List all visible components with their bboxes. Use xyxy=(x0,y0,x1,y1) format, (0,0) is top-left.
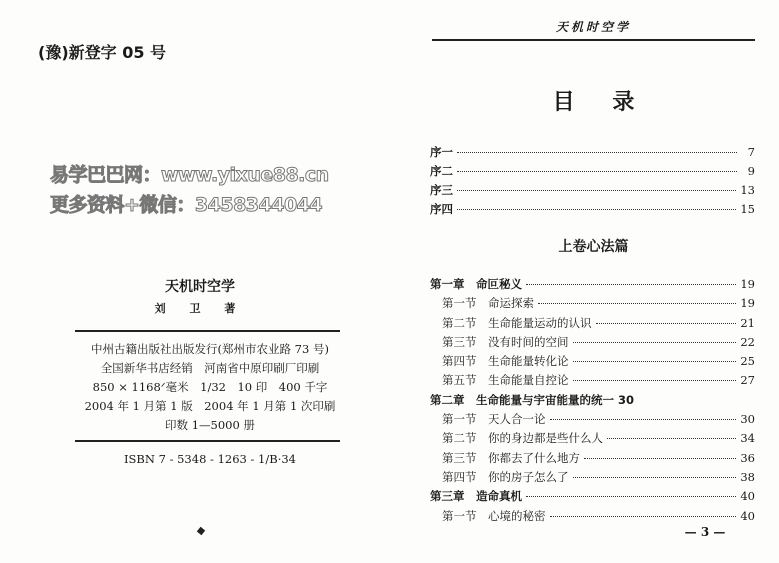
header-rule xyxy=(432,39,755,41)
toc-entry-page: 13 xyxy=(740,183,755,197)
toc-entry-label: 第三节 没有时间的空间 xyxy=(442,334,569,349)
toc-entry[interactable] xyxy=(430,315,755,334)
toc-entry-label: 第一章 命叵秘义 xyxy=(430,277,522,291)
toc-entry-page: 21 xyxy=(740,315,755,330)
toc-entry[interactable] xyxy=(430,392,755,411)
toc-entry-label: 序一 xyxy=(430,145,453,159)
book-author: 刘 卫 著 xyxy=(154,302,246,315)
toc-entry-label: 第二章 生命能量与宇宙能量的统一 30 xyxy=(430,392,635,407)
toc-entry[interactable] xyxy=(430,163,755,182)
imprint-line: 印数 1—5000 册 xyxy=(165,418,255,432)
divider xyxy=(75,440,340,442)
toc-entry-label: 第三章 造命真机 xyxy=(430,489,522,504)
toc-entry-page: 36 xyxy=(740,450,755,465)
running-head: 天机时空学 xyxy=(555,20,631,34)
toc-entry-page: 38 xyxy=(740,469,755,484)
isbn: ISBN 7 - 5348 - 1263 - 1/B·34 xyxy=(124,452,296,466)
page-number: — 3 — xyxy=(684,525,726,539)
toc-entry-label: 第二节 你的身边都是些什么人 xyxy=(442,431,603,446)
toc-entry-label: 序二 xyxy=(430,164,453,178)
toc-entry-page: 40 xyxy=(740,489,755,504)
toc-entry-label: 第四节 生命能量转化论 xyxy=(442,354,569,369)
toc-entry[interactable] xyxy=(430,201,755,220)
preface-list xyxy=(430,144,755,220)
watermark-line: 更多资料+微信：3458344044 xyxy=(50,194,323,216)
dot-leader xyxy=(550,419,737,420)
toc-entry[interactable] xyxy=(430,411,755,430)
scan-speck xyxy=(197,527,205,535)
toc-entry-label: 序四 xyxy=(430,202,453,216)
imprint-line: 2004 年 1 月第 1 版 2004 年 1 月第 1 次印刷 xyxy=(84,399,336,413)
dot-leader xyxy=(457,152,737,153)
toc-entry-label: 序三 xyxy=(430,183,453,197)
toc-entry-page: 7 xyxy=(747,145,755,159)
imprint-line: 全国新华书店经销 河南省中原印刷厂印刷 xyxy=(100,361,320,375)
toc-entry-page: 22 xyxy=(740,334,755,349)
dot-leader xyxy=(573,477,737,478)
toc-entry-page: 15 xyxy=(740,202,755,216)
toc-entry-page: 30 xyxy=(740,412,755,427)
contents-heading: 目 录 xyxy=(552,90,635,115)
toc-entry[interactable] xyxy=(430,182,755,201)
toc-entry-page: 27 xyxy=(740,373,755,388)
imprint-block xyxy=(70,340,350,435)
toc-entry[interactable] xyxy=(430,276,755,295)
dot-leader xyxy=(457,171,737,172)
toc-entry-page: 19 xyxy=(740,296,755,311)
toc-entry[interactable] xyxy=(430,353,755,372)
toc-entry-label: 第五节 生命能量自控论 xyxy=(442,373,569,388)
dot-leader xyxy=(550,516,737,517)
dot-leader xyxy=(596,323,737,324)
toc-entry[interactable] xyxy=(430,488,755,507)
dot-leader xyxy=(573,361,737,362)
imprint-line: 850 × 1168ᐟ毫米 1/32 10 印 400 千字 xyxy=(92,380,328,394)
toc-entry[interactable] xyxy=(430,372,755,391)
registration-number: (豫)新登字 05 号 xyxy=(38,43,167,62)
toc-entry-page: 9 xyxy=(747,164,755,178)
dot-leader xyxy=(573,342,737,343)
toc-entry[interactable] xyxy=(430,334,755,353)
toc-entry-label: 第三节 你都去了什么地方 xyxy=(442,450,580,465)
toc-entry-label: 第一节 心境的秘密 xyxy=(442,508,546,523)
part-title: 上卷心法篇 xyxy=(558,239,629,255)
toc-entry-label: 第四节 你的房子怎么了 xyxy=(442,469,569,484)
dot-leader xyxy=(526,496,736,497)
toc-entry-label: 第二节 生命能量运动的认识 xyxy=(442,315,592,330)
divider xyxy=(75,330,340,332)
toc-entry-label: 第一节 命运探索 xyxy=(442,296,534,311)
toc-entry-page: 25 xyxy=(740,354,755,369)
dot-leader xyxy=(457,190,736,191)
dot-leader xyxy=(584,458,736,459)
toc-entry-label: 第一节 天人合一论 xyxy=(442,412,546,427)
dot-leader xyxy=(526,284,736,285)
toc-entry[interactable] xyxy=(430,295,755,314)
imprint-line: 中州古籍出版社出版发行(郑州市农业路 73 号) xyxy=(91,342,329,356)
book-title: 天机时空学 xyxy=(165,279,235,295)
dot-leader xyxy=(538,303,736,304)
toc-list xyxy=(430,276,755,527)
dot-leader xyxy=(607,438,736,439)
watermark-line: 易学巴巴网：www.yixue88.cn xyxy=(50,164,329,186)
toc-entry-page: 34 xyxy=(740,431,755,446)
toc-entry[interactable] xyxy=(430,430,755,449)
dot-leader xyxy=(573,380,737,381)
dot-leader xyxy=(457,209,736,210)
toc-entry[interactable] xyxy=(430,469,755,488)
toc-entry[interactable] xyxy=(430,508,755,527)
toc-entry[interactable] xyxy=(430,144,755,163)
toc-entry-page: 40 xyxy=(740,508,755,523)
toc-entry-page: 19 xyxy=(740,277,755,291)
toc-entry[interactable] xyxy=(430,450,755,469)
